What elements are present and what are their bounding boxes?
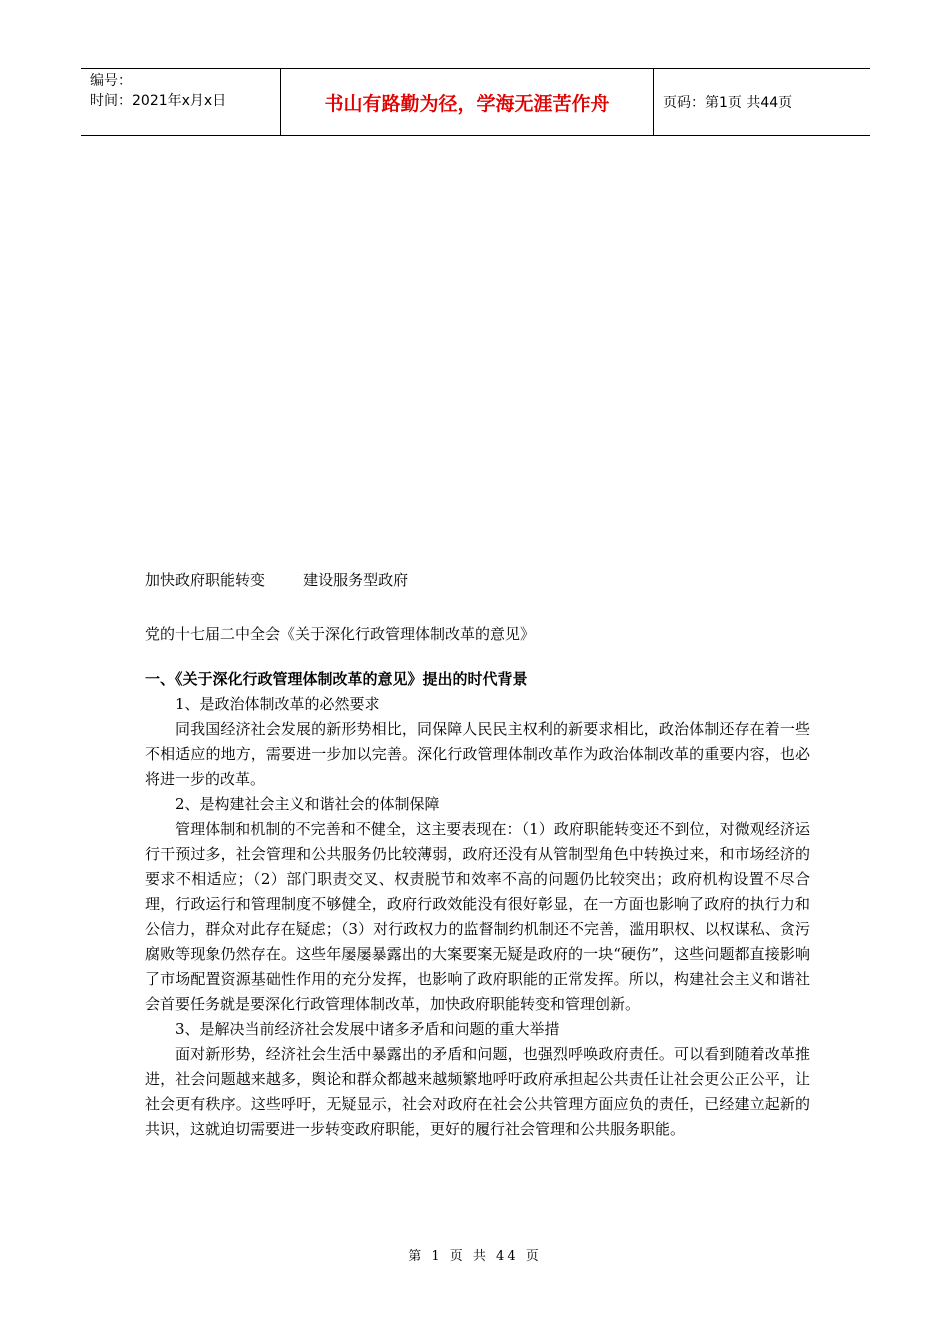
header-page-cell [654,69,870,135]
document-subtitle: 党的十七届二中全会《关于深化行政管理体制改革的意见》 [145,625,536,643]
header-meta-cell [81,69,281,135]
page-info: 页码：第1页 共44页 [663,95,793,111]
page-header [81,68,870,136]
document-title: 加快政府职能转变 建设服务型政府 [145,571,409,589]
item-2-paragraph: 管理体制和机制的不完善和不健全，这主要表现在：（1）政府职能转变还不到位，对微观经济运行干预过多，社会管理和公共服务仍比较薄弱，政府还没有从管制型角色中转换过来，和市场经济的要求不相适应；（2）部门职责交叉、权责脱节和效率不高的问题仍比较突出；政府机构设置不尽合理，行政运行和管理制度不够健全，政府行政效能没有很好彰显，在一方面也影响了政府的执行力和公信力，群众对此存在疑虑；（3）对行政权力的监督制约机制还不完善，滥用职权、以权谋私、贪污腐败等现象仍然存在。这些年屡屡暴露出的大案要案无疑是政府的一块“硬伤”，这些问题都直接影响了市场配置资源基础性作用的充分发挥，也影响了政府职能的正常发挥。所以，构建社会主义和谐社会首要任务就是要深化行政管理体制改革，加快政府职能转变和管理创新。 [145,820,810,1013]
motto-text: 书山有路勤为径，学海无涯苦作舟 [324,92,610,115]
page-footer [0,1245,950,1264]
item-3-paragraph: 面对新形势，经济社会生活中暴露出的矛盾和问题，也强烈呼唤政府责任。可以看到随着改革推进，社会问题越来越多，舆论和群众都越来越频繁地呼吁政府承担起公共责任让社会更公正公平，让社会更有秩序。这些呼吁，无疑显示，社会对政府在社会公共管理方面应负的责任，已经建立起新的共识，这就迫切需要进一步转变政府职能，更好的履行社会管理和公共服务职能。 [145,1045,810,1138]
number-label: 编号： [90,73,132,89]
header-motto-cell [281,69,654,135]
time-label: 时间：2021年x月x日 [90,93,227,109]
section-heading: 一、《关于深化行政管理体制改革的意见》提出的时代背景 [145,670,528,688]
item-2-heading: 2、是构建社会主义和谐社会的体制保障 [175,795,440,813]
item-1-paragraph: 同我国经济社会发展的新形势相比，同保障人民民主权利的新要求相比，政治体制还存在着一些不相适应的地方，需要进一步加以完善。深化行政管理体制改革作为政治体制改革的重要内容，也必将进一步的改革。 [145,720,810,788]
item-1-heading: 1、是政治体制改革的必然要求 [175,695,380,713]
document-body [145,568,810,1142]
footer-page-number: 第 1 页 共 44 页 [408,1249,542,1264]
item-3-heading: 3、是解决当前经济社会发展中诸多矛盾和问题的重大举措 [175,1020,560,1038]
